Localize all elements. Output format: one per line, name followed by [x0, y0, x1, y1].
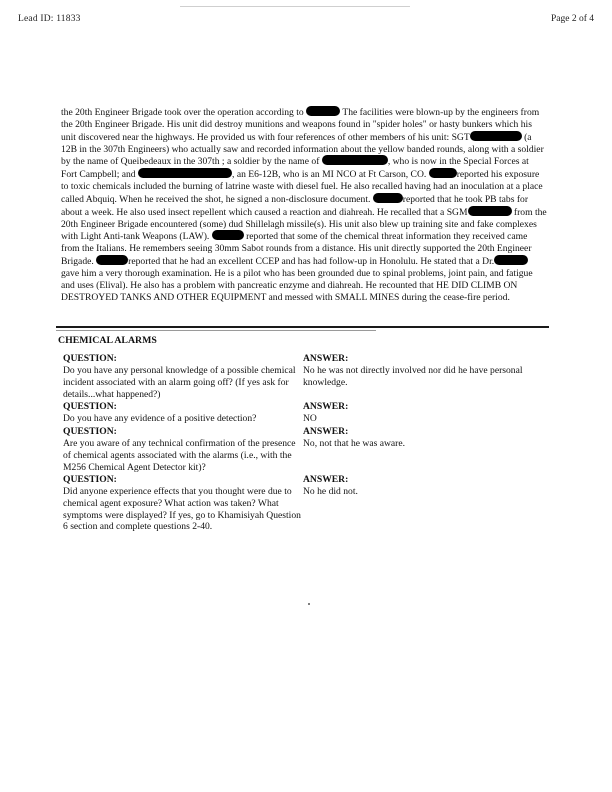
- section-divider: [56, 326, 549, 328]
- redaction-mark: [212, 230, 244, 240]
- question-label: QUESTION:: [63, 474, 117, 485]
- narrative-text: gave him a very thorough examination. He is a pilot who has been grounded due to spinal problems, joint pain, and fatigue and uses (Elival). He also has a problem with pancreatic enzyme and diahreah. He recounted that HE DID CLIMB ON DESTROYED TANKS AND OTHER EQUIPMENT and messed with SMALL MINES during the cease-fire period.: [61, 267, 533, 303]
- section-title: CHEMICAL ALARMS: [58, 335, 157, 346]
- narrative-text: reported that he had an excellent CCEP and has had follow-up in Honolulu. He stated that a Dr.: [128, 256, 495, 268]
- interview-narrative: [61, 106, 547, 304]
- question-label: QUESTION:: [63, 353, 117, 364]
- answer-block: [303, 401, 539, 425]
- answer-label: ANSWER:: [303, 401, 349, 412]
- redaction-mark: [322, 155, 388, 165]
- redaction-mark: [373, 193, 403, 203]
- answer-text: No he was not directly involved nor did he have personal knowledge.: [303, 364, 523, 388]
- answer-block: [303, 353, 539, 389]
- answer-label: ANSWER:: [303, 353, 349, 364]
- question-label: QUESTION:: [63, 401, 117, 412]
- narrative-text: , an E6-12B, who is an MI NCO at Ft Carson, CO.: [232, 169, 429, 181]
- redaction-mark: [429, 168, 457, 178]
- scan-top-line: [180, 6, 410, 7]
- answer-text: No, not that he was aware.: [303, 437, 406, 449]
- narrative-text: the 20th Engineer Brigade took over the operation according to: [61, 107, 304, 118]
- question-block: [63, 426, 301, 473]
- redaction-mark: [470, 131, 522, 141]
- question-text: Did anyone experience effects that you thought were due to chemical agent exposure? What action was taken? What symptoms were displayed? If yes, go to Khamisiyah Question 6 section and complete questions 2-40.: [63, 485, 301, 533]
- question-text: Do you have any evidence of a positive detection?: [63, 412, 257, 424]
- lead-id: Lead ID: 11833: [18, 14, 81, 24]
- answer-text: NO: [303, 412, 317, 424]
- redaction-mark: [468, 206, 512, 216]
- question-text: Do you have any personal knowledge of a possible chemical incident associated with an alarm going off? (If yes ask for details...what happened?): [63, 364, 296, 400]
- answer-block: [303, 426, 539, 450]
- question-label: QUESTION:: [63, 426, 117, 437]
- narrative-text: from the 20th Engineer Brigade encountered (some) dud Shillelagh missile(s). His unit also blew up training site and fake complexes with Light Anti-tank Weapons (LAW).: [61, 206, 547, 243]
- answer-block: [303, 474, 539, 498]
- narrative-text: reported his exposure to toxic chemicals included the burning of latrine waste with diesel fuel. He also recalled having had an inoculation at a place called Abquiq. When he received the shot, he signed a non-disclosure document.: [61, 169, 543, 205]
- answer-label: ANSWER:: [303, 474, 349, 485]
- narrative-text: The facilities were blown-up by the engineers from the 20th Engineer Brigade. His unit did destroy munitions and weapons found in "spider holes" or hasty bunkers which his unit discovered near the highways. He provided us with four references of other members of his unit: SGT: [61, 107, 540, 143]
- question-block: [63, 401, 301, 425]
- question-block: [63, 474, 301, 533]
- narrative-text: reported that some of the chemical threat information they received came from the Italians. He remembers seeing 30mm Sabot rounds from a distance. His unit directly supported the 20th Engineer Brigade.: [61, 231, 532, 268]
- question-text: Are you aware of any technical confirmation of the presence of chemical agents associated with the alarms (i.e., with the M256 Chemical Agent Detector kit)?: [63, 437, 296, 473]
- redaction-mark: [494, 255, 528, 265]
- question-block: [63, 353, 301, 400]
- narrative-text: , who is now in the Special Forces at Fort Campbell; and: [61, 156, 529, 181]
- redaction-mark: [96, 255, 128, 265]
- page-number: Page 2 of 4: [550, 14, 594, 24]
- redaction-mark: [138, 168, 232, 178]
- narrative-text: (a 12B in the 307th Engineers) who actually saw and recorded information about the yellow banded rounds, along with a soldier by the name of Queibedeaux in the 307th ; a soldier by the name of: [61, 131, 544, 168]
- redaction-mark: [306, 106, 340, 116]
- section-divider-faint: [56, 330, 376, 331]
- scan-speck: [308, 603, 310, 605]
- answer-label: ANSWER:: [303, 426, 349, 437]
- narrative-text: reported that he took PB tabs for about a week. He also used insect repellent which caused a reaction and diahreah. He recalled that a SGM: [61, 193, 529, 218]
- answer-text: No he did not.: [303, 485, 358, 497]
